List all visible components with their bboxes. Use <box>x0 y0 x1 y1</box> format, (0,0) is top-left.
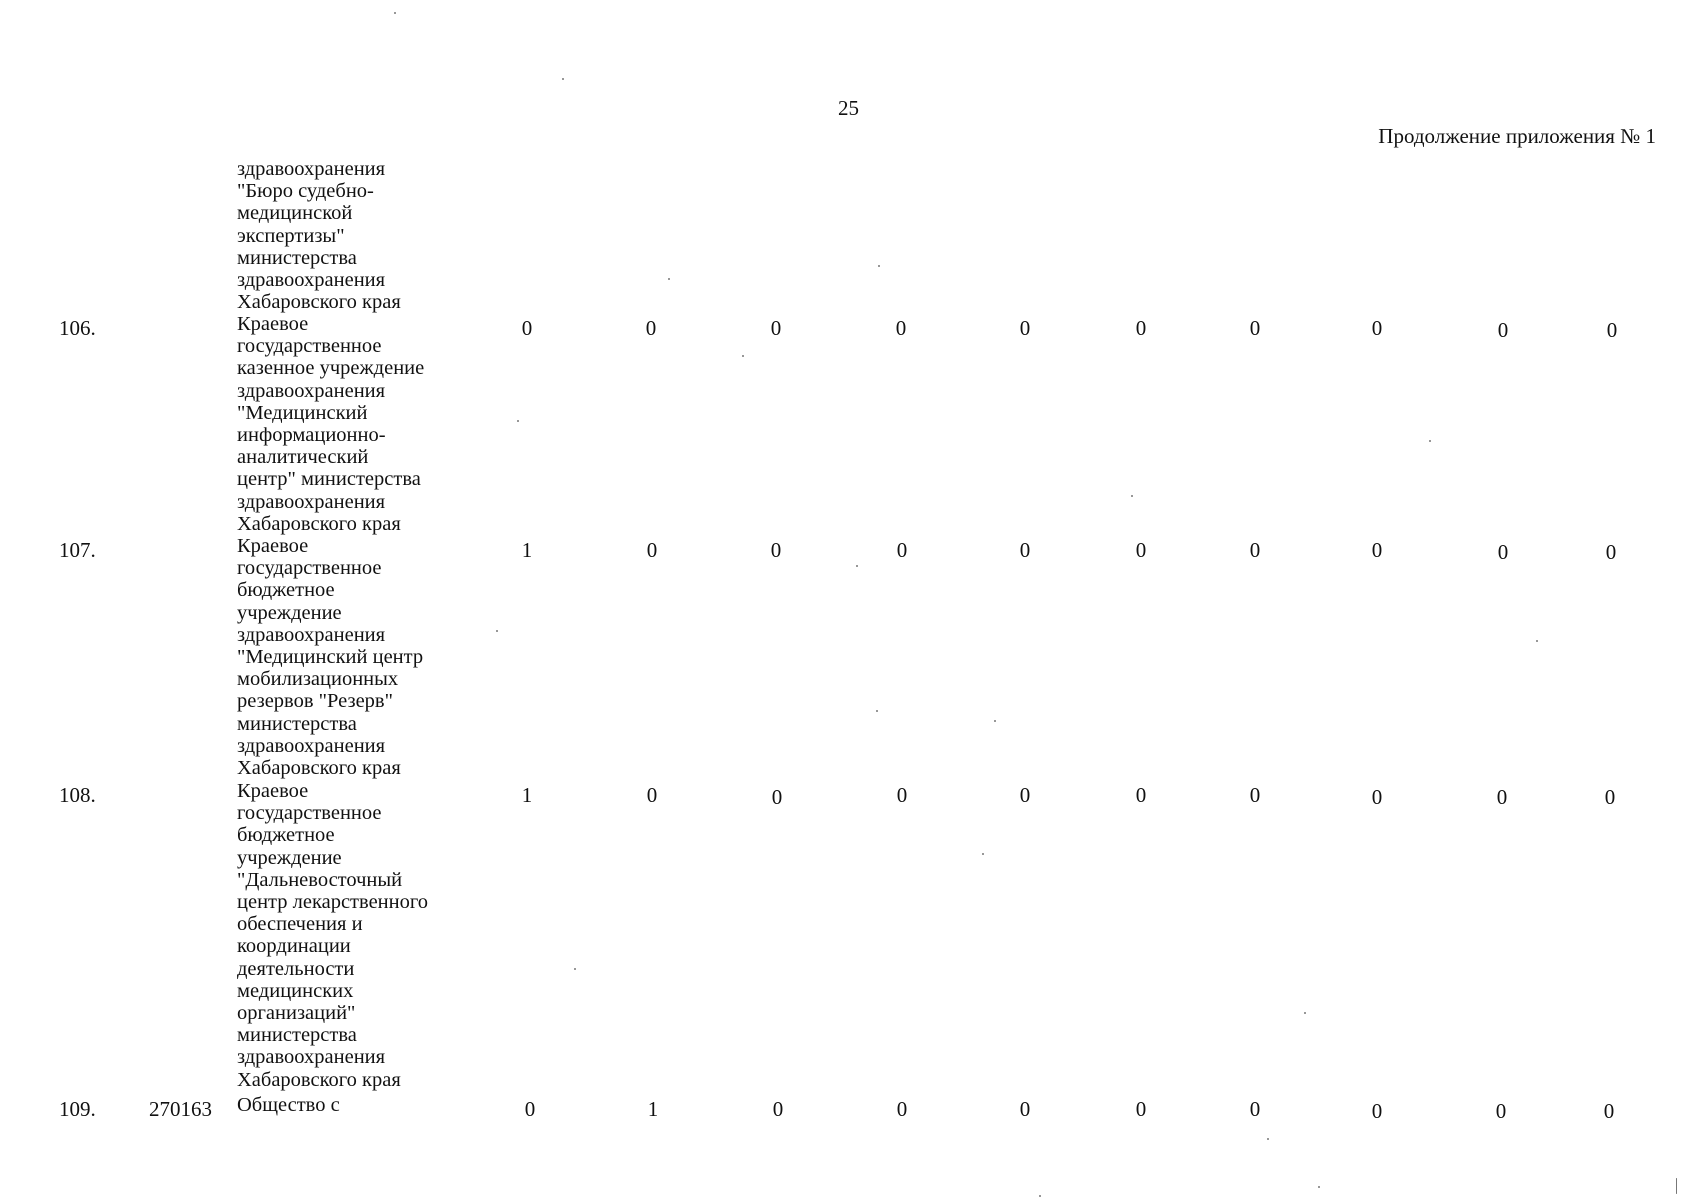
row-value: 0 <box>1249 538 1261 562</box>
row-value: 0 <box>1604 785 1616 809</box>
scan-speck <box>878 265 880 267</box>
row-number: 109. <box>59 1097 96 1121</box>
row-organization-name: Краевое государственное бюджетное учреждение "Дальневосточный центр лекарственного обеспечения и координации деятельности медицинских организаций" министерства здравоохранения Хабаровского края <box>237 780 429 1091</box>
row-organization-name: Краевое государственное бюджетное учреждение здравоохранения "Медицинский центр мобилизационных резервов "Резерв" министерства здравоохранения Хабаровского края <box>237 535 424 780</box>
row-value: 0 <box>1019 538 1031 562</box>
row-value: 0 <box>1019 316 1031 340</box>
row-value: 0 <box>770 316 782 340</box>
row-value: 0 <box>1135 538 1147 562</box>
row-value: 0 <box>1135 1097 1147 1121</box>
continuation-label: Продолжение приложения № 1 <box>1378 124 1656 148</box>
row-value: 0 <box>1606 318 1618 342</box>
row-value: 0 <box>1371 785 1383 809</box>
row-value: 0 <box>645 316 657 340</box>
row-value: 0 <box>1019 1097 1031 1121</box>
leading-organization-text: здравоохранения "Бюро судебно- медицинской экспертизы" министерства здравоохранения Хабаровского края <box>237 158 401 314</box>
row-number: 106. <box>59 316 96 340</box>
row-value: 0 <box>521 316 533 340</box>
row-value: 0 <box>896 783 908 807</box>
row-value: 0 <box>1249 783 1261 807</box>
scan-speck <box>876 710 878 712</box>
row-value: 0 <box>1135 316 1147 340</box>
scan-speck <box>1676 1178 1677 1194</box>
scan-speck <box>1318 1186 1320 1188</box>
scan-speck <box>517 420 519 422</box>
row-organization-name: Общество с <box>237 1094 340 1116</box>
row-organization-name: Краевое государственное казенное учреждение здравоохранения "Медицинский информационно- аналитический центр" министерства здравоохранения Хабаровского края <box>237 313 425 535</box>
row-value: 0 <box>1371 1099 1383 1123</box>
row-number: 107. <box>59 538 96 562</box>
row-value: 0 <box>524 1097 536 1121</box>
row-value: 0 <box>896 538 908 562</box>
row-value: 0 <box>1371 538 1383 562</box>
scan-speck <box>668 278 670 280</box>
row-value: 0 <box>1249 316 1261 340</box>
scan-speck <box>856 565 858 567</box>
row-value: 0 <box>771 785 783 809</box>
row-value: 0 <box>1495 1099 1507 1123</box>
scan-speck <box>1429 440 1431 442</box>
scan-speck <box>982 853 984 855</box>
row-value: 0 <box>1019 783 1031 807</box>
scan-speck <box>994 720 996 722</box>
scan-speck <box>496 630 498 632</box>
scan-speck <box>742 355 744 357</box>
row-value: 0 <box>1496 785 1508 809</box>
scan-speck <box>1039 1195 1041 1197</box>
row-value: 0 <box>895 316 907 340</box>
row-value: 0 <box>1371 316 1383 340</box>
row-value: 0 <box>646 783 658 807</box>
scan-speck <box>394 12 396 14</box>
row-value: 0 <box>1497 540 1509 564</box>
row-value: 0 <box>1249 1097 1261 1121</box>
row-number: 108. <box>59 783 96 807</box>
row-value: 0 <box>1135 783 1147 807</box>
row-value: 0 <box>1497 318 1509 342</box>
scan-speck <box>1536 640 1538 642</box>
scan-speck <box>1267 1138 1269 1140</box>
row-value: 0 <box>772 1097 784 1121</box>
row-value: 0 <box>1605 540 1617 564</box>
row-value: 0 <box>896 1097 908 1121</box>
scan-speck <box>562 78 564 80</box>
scan-speck <box>574 968 576 970</box>
page-number: 25 <box>838 96 859 120</box>
row-code: 270163 <box>149 1097 212 1121</box>
scan-speck <box>1304 1012 1306 1014</box>
row-value: 0 <box>646 538 658 562</box>
row-value: 0 <box>1603 1099 1615 1123</box>
row-value: 1 <box>647 1097 659 1121</box>
row-value: 1 <box>521 783 533 807</box>
row-value: 1 <box>521 538 533 562</box>
row-value: 0 <box>770 538 782 562</box>
scan-speck <box>1131 495 1133 497</box>
